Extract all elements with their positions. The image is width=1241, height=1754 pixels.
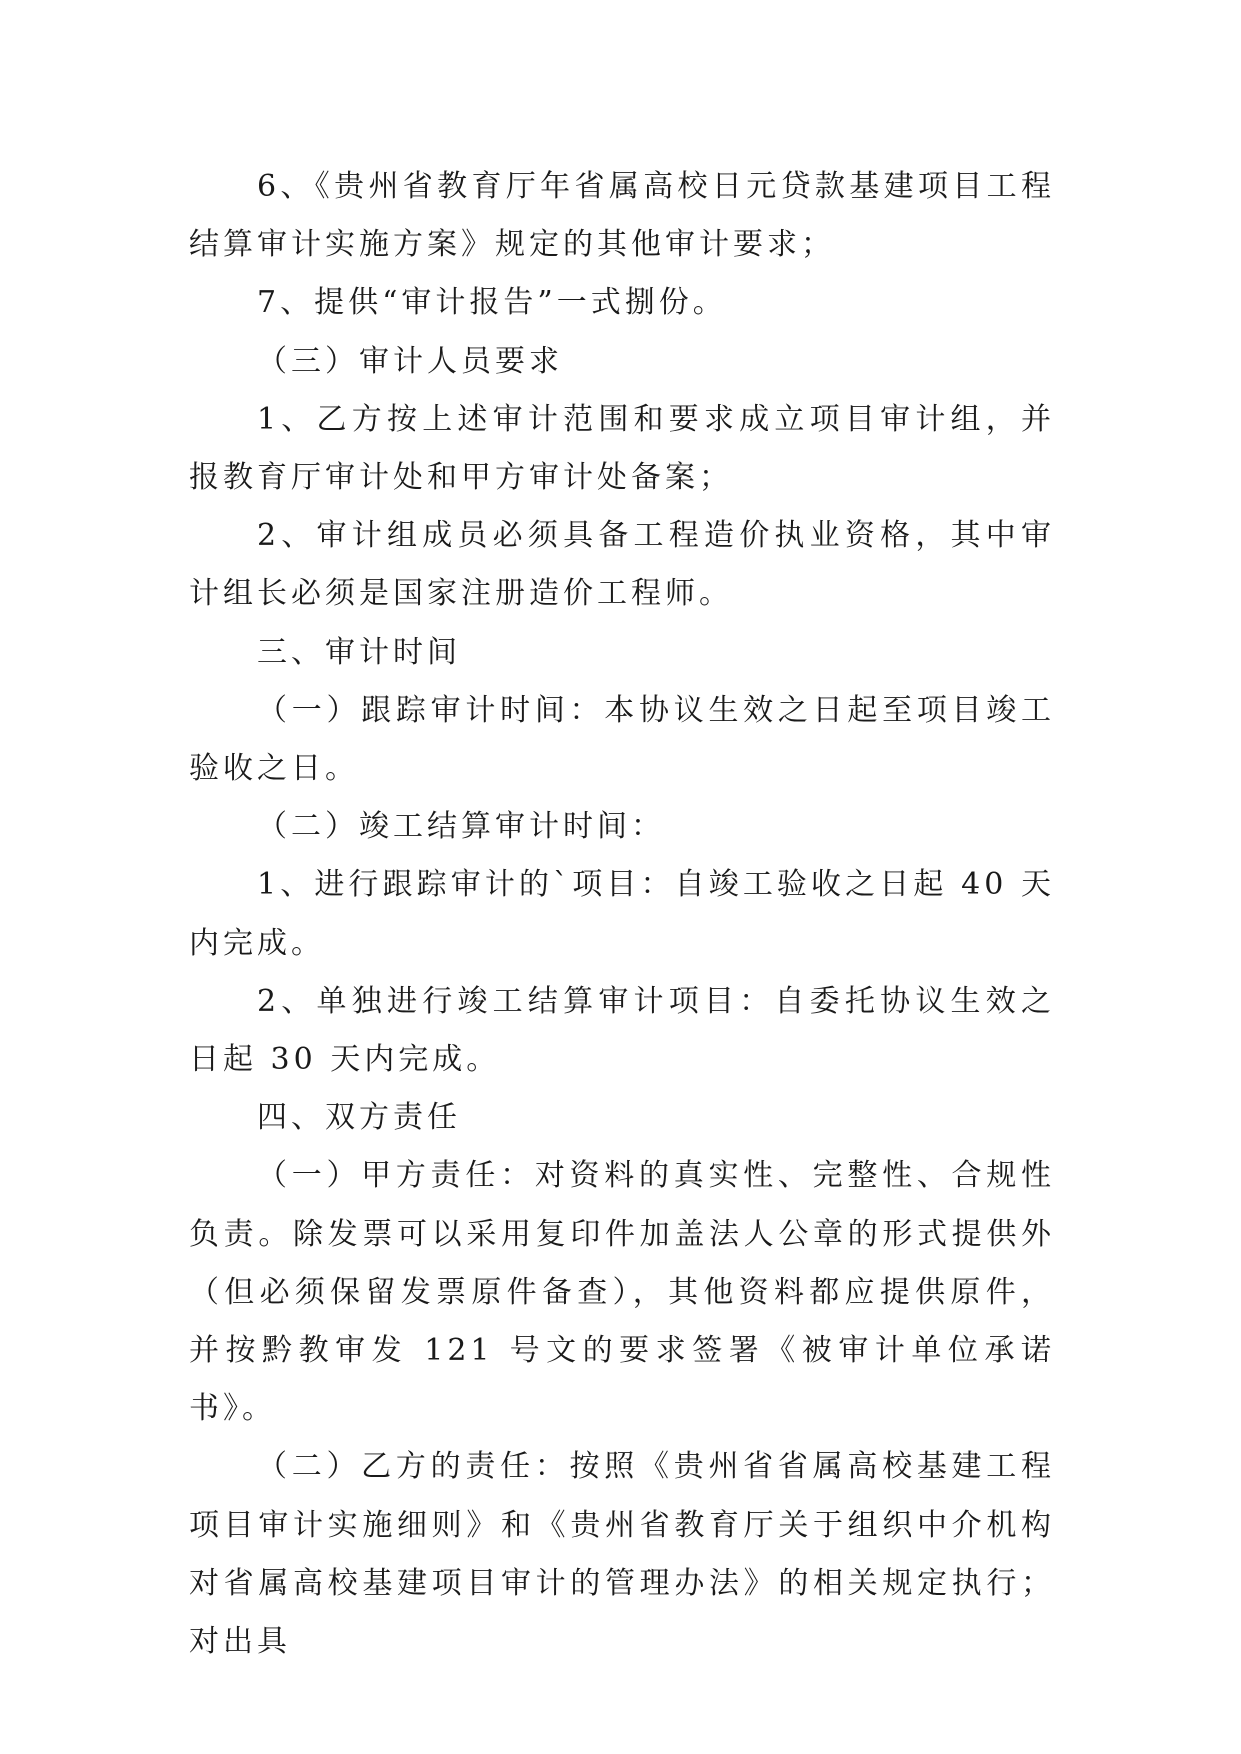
- section-heading-audit-time: 三、审计时间: [257, 634, 461, 670]
- paragraph-tracking-audit-time: （一）跟踪审计时间：本协议生效之日起至项目竣工验收之日。: [189, 692, 1055, 787]
- paragraph-auditor-req-1: 1、乙方按上述审计范围和要求成立项目审计组，并报教育厅审计处和甲方审计处备案；: [189, 401, 1055, 496]
- section-heading-auditor-requirements: （三）审计人员要求: [257, 343, 563, 379]
- paragraph-settlement-time-2: 2、单独进行竣工结算审计项目：自委托协议生效之日起 30 天内完成。: [189, 983, 1055, 1078]
- paragraph-settlement-time-1: 1、进行跟踪审计的`项目：自竣工验收之日起 40 天内完成。: [189, 867, 1055, 961]
- section-heading-settlement-audit-time: （二）竣工结算审计时间：: [257, 809, 665, 845]
- document-body: [189, 158, 1055, 1671]
- paragraph-party-b-responsibility: （二）乙方的责任：按照《贵州省省属高校基建工程项目审计实施细则》和《贵州省教育厅关于组织中介机构对省属高校基建项目审计的管理办法》的相关规定执行；对出具: [189, 1449, 1055, 1660]
- paragraph-item-6: 6、《贵州省教育厅年省属高校日元贷款基建项目工程结算审计实施方案》规定的其他审计要求；: [189, 169, 1055, 263]
- paragraph-auditor-req-2: 2、审计组成员必须具备工程造价执业资格，其中审计组长必须是国家注册造价工程师。: [189, 518, 1055, 612]
- paragraph-party-a-responsibility: （一）甲方责任：对资料的真实性、完整性、合规性负责。除发票可以采用复印件加盖法人公章的形式提供外（但必须保留发票原件备查），其他资料都应提供原件，并按黔教审发 121 号文的要求签署《被审计单位承诺书》。: [189, 1158, 1055, 1427]
- section-heading-responsibilities: 四、双方责任: [257, 1100, 461, 1136]
- paragraph-item-7: 7、提供“审计报告”一式捌份。: [257, 285, 727, 321]
